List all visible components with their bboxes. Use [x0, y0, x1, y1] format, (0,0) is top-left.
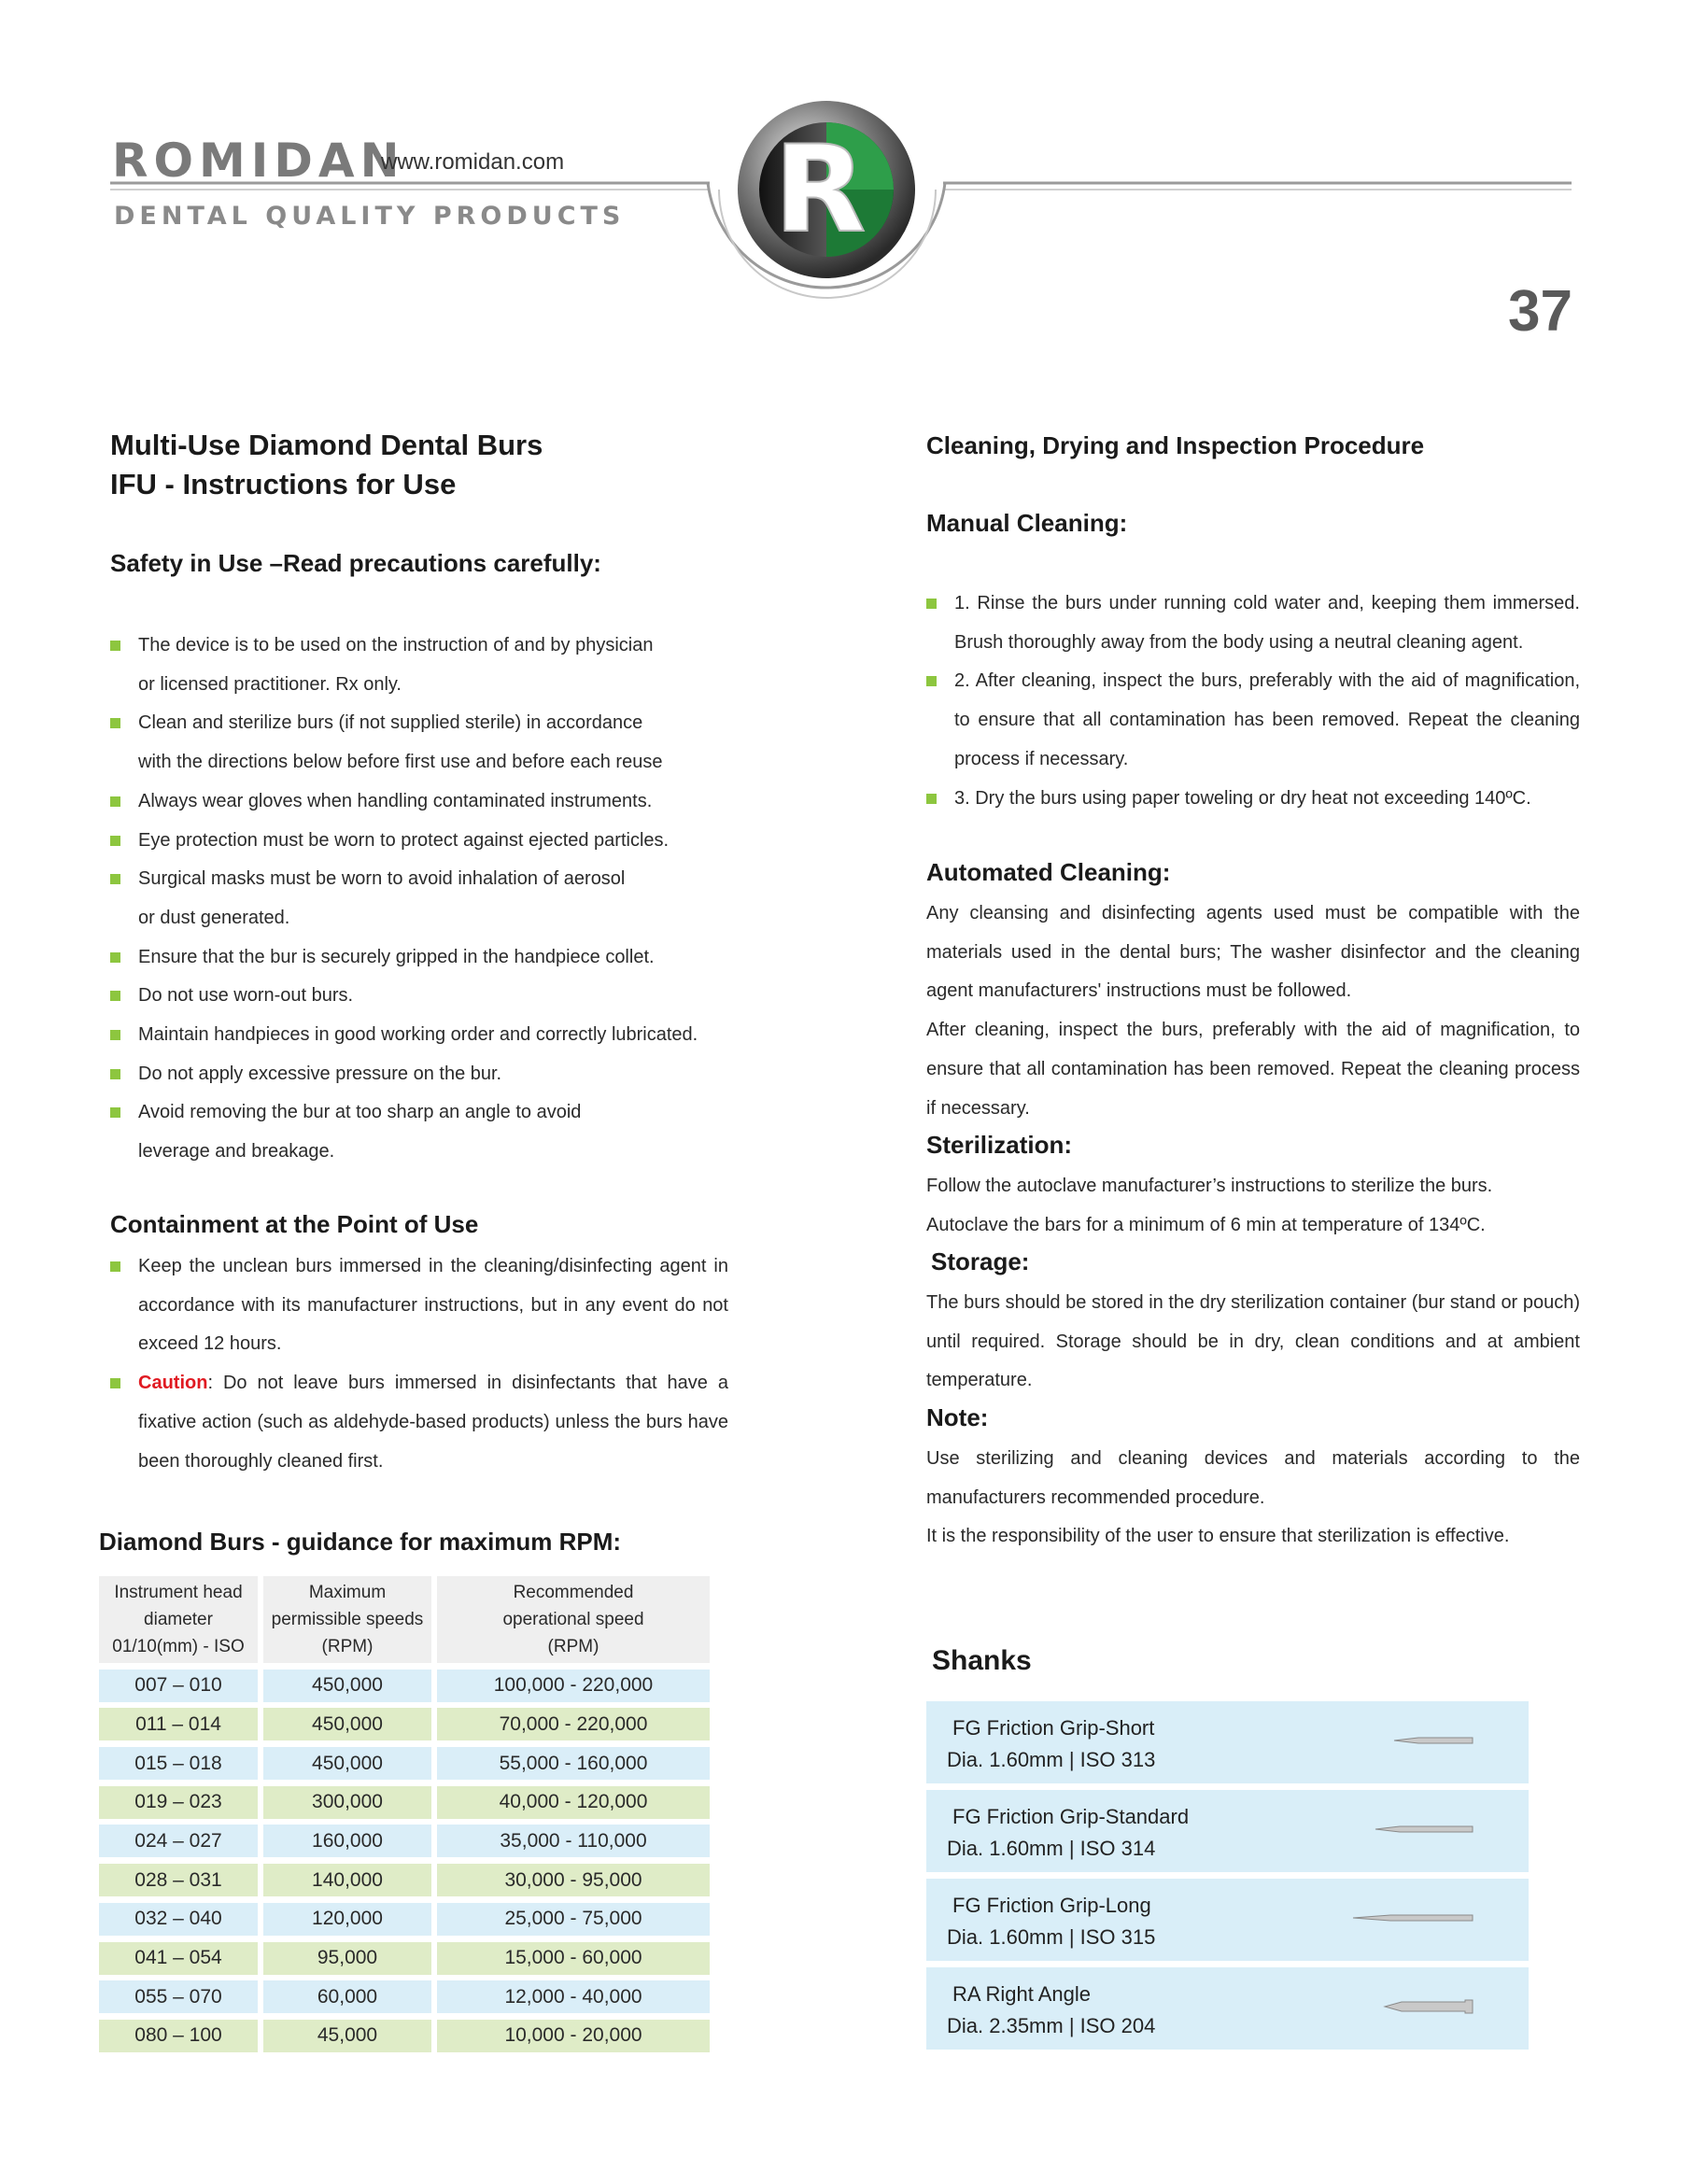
list-item — [110, 1055, 745, 1094]
table-body — [99, 1670, 710, 2052]
brand-tagline: DENTAL QUALITY PRODUCTS — [114, 202, 626, 231]
list-item-line: Clean and sterilize burs (if not supplied sterile) in accordance — [138, 712, 643, 734]
bullet-square-icon — [926, 676, 937, 686]
list-item-line: or dust generated. — [138, 907, 290, 928]
table-cell: 080 – 100 — [99, 2020, 258, 2052]
bullet-square-icon — [110, 991, 120, 1001]
bullet-square-icon — [926, 599, 937, 609]
header-line: 01/10(mm) - ISO — [112, 1637, 245, 1656]
list-item — [110, 822, 745, 861]
list-item — [110, 782, 745, 822]
table-cell: 120,000 — [263, 1903, 431, 1936]
table-row — [99, 1825, 710, 1857]
table-cell: 450,000 — [263, 1747, 431, 1780]
table-header-cell — [437, 1576, 710, 1663]
bullet-square-icon — [110, 718, 120, 728]
shanks-heading: Shanks — [932, 1645, 1032, 1676]
bullet-square-icon — [110, 641, 120, 651]
shank-name: RA Right Angle — [952, 1982, 1091, 2006]
sterilization-line-2: Autoclave the bars for a minimum of 6 min at temperature of 134ºC. — [926, 1214, 1486, 1235]
document-title — [110, 426, 543, 504]
header-line: operational speed — [502, 1610, 644, 1629]
list-item-line: Surgical masks must be worn to avoid inhalation of aerosol — [138, 868, 626, 890]
bullet-square-icon — [110, 1107, 120, 1118]
header-line: Recommended — [513, 1583, 634, 1602]
bullet-square-icon — [110, 952, 120, 963]
table-cell: 041 – 054 — [99, 1942, 258, 1975]
safety-heading: Safety in Use –Read precautions carefully: — [110, 549, 601, 577]
table-cell: 160,000 — [263, 1825, 431, 1857]
table-cell: 028 – 031 — [99, 1864, 258, 1896]
shank-spec: Dia. 1.60mm | ISO 313 — [947, 1748, 1156, 1771]
list-item — [110, 1364, 728, 1481]
list-item-line: Do not apply excessive pressure on the bur. — [138, 1063, 502, 1084]
list-item-line: Eye protection must be worn to protect against ejected particles. — [138, 829, 670, 851]
table-cell: 140,000 — [263, 1864, 431, 1896]
table-row — [99, 1864, 710, 1896]
automated-p2: After cleaning, inspect the burs, preferably with the aid of magnification, to ensure that all contamination has been removed. Repeat the cleaning process if necessary. — [926, 1020, 1580, 1119]
shank-item — [926, 1967, 1529, 2050]
shank-bur-icon — [1392, 1729, 1482, 1752]
list-item-line: The device is to be used on the instruction of and by physician — [138, 635, 654, 655]
list-item — [926, 780, 1580, 819]
table-cell: 60,000 — [263, 1980, 431, 2013]
list-item-line: Do not use worn-out burs. — [138, 985, 354, 1007]
table-header-row — [99, 1576, 710, 1663]
list-item-line: with the directions below before first use and before each reuse — [138, 752, 663, 773]
shank-spec: Dia. 2.35mm | ISO 204 — [947, 2014, 1156, 2037]
table-cell: 40,000 - 120,000 — [437, 1786, 710, 1819]
shank-spec: Dia. 1.60mm | ISO 314 — [947, 1837, 1156, 1860]
containment-text: Keep the unclean burs immersed in the cleaning/disinfecting agent in accordance with its manufacturer instructions, but in any event do not exceed 12 hours. — [138, 1256, 728, 1355]
header-line: diameter — [144, 1610, 213, 1629]
list-item — [110, 860, 745, 937]
table-row — [99, 1903, 710, 1936]
table-row — [99, 1786, 710, 1819]
list-item — [110, 1016, 745, 1055]
list-item-line: Maintain handpieces in good working order and correctly lubricated. — [138, 1024, 698, 1046]
table-cell: 011 – 014 — [99, 1708, 258, 1740]
note-paragraph: Use sterilizing and cleaning devices and materials according to the manufacturers recommended procedure. — [926, 1448, 1580, 1508]
table-cell: 25,000 - 75,000 — [437, 1903, 710, 1936]
header-line: permissible speeds — [271, 1610, 424, 1629]
shanks-list — [926, 1701, 1529, 2056]
containment-heading: Containment at the Point of Use — [110, 1210, 479, 1238]
bullet-square-icon — [926, 794, 937, 804]
table-cell: 015 – 018 — [99, 1747, 258, 1780]
manual-cleaning-heading: Manual Cleaning: — [926, 509, 1128, 537]
list-item — [110, 704, 745, 782]
table-row — [99, 2020, 710, 2052]
brand-name: ROMIDAN — [112, 134, 405, 188]
table-cell: 70,000 - 220,000 — [437, 1708, 710, 1740]
table-cell: 300,000 — [263, 1786, 431, 1819]
page-number: 37 — [1508, 279, 1572, 344]
containment-list — [110, 1247, 728, 1481]
table-cell: 024 – 027 — [99, 1825, 258, 1857]
shank-name: FG Friction Grip-Short — [952, 1716, 1155, 1740]
header-line: Instrument head — [114, 1583, 243, 1602]
table-cell: 55,000 - 160,000 — [437, 1747, 710, 1780]
rpm-heading: Diamond Burs - guidance for maximum RPM: — [99, 1528, 622, 1556]
table-cell: 95,000 — [263, 1942, 431, 1975]
list-item — [110, 938, 745, 978]
table-cell: 100,000 - 220,000 — [437, 1670, 710, 1702]
automated-cleaning-text — [926, 895, 1580, 1128]
storage-heading: Storage: — [931, 1247, 1030, 1275]
list-item-line: Always wear gloves when handling contaminated instruments. — [138, 790, 653, 811]
list-item — [110, 627, 745, 704]
list-item — [110, 1247, 728, 1364]
bullet-square-icon — [110, 1030, 120, 1040]
list-item — [110, 977, 745, 1016]
list-item — [926, 585, 1580, 662]
table-cell: 450,000 — [263, 1708, 431, 1740]
table-cell: 019 – 023 — [99, 1786, 258, 1819]
shank-item — [926, 1790, 1529, 1872]
bullet-square-icon — [110, 796, 120, 807]
table-row — [99, 1747, 710, 1780]
caution-label: Caution — [138, 1373, 208, 1394]
table-row — [99, 1980, 710, 2013]
table-cell: 10,000 - 20,000 — [437, 2020, 710, 2052]
storage-text: The burs should be stored in the dry sterilization container (bur stand or pouch) until required. Storage should be in dry, clean conditions and at ambient temperature. — [926, 1292, 1580, 1391]
header-line: Maximum — [308, 1583, 387, 1602]
table-header-cell — [99, 1576, 258, 1663]
list-item-line: leverage and breakage. — [138, 1141, 335, 1162]
bullet-square-icon — [110, 1261, 120, 1272]
table-cell: 032 – 040 — [99, 1903, 258, 1936]
bullet-square-icon — [110, 1378, 120, 1388]
cleaning-heading: Cleaning, Drying and Inspection Procedure — [926, 431, 1425, 459]
sterilization-heading: Sterilization: — [926, 1131, 1073, 1159]
shank-bur-icon — [1351, 1907, 1482, 1929]
title-line-2: IFU - Instructions for Use — [110, 468, 457, 500]
list-item — [110, 1093, 745, 1171]
bullet-square-icon — [110, 836, 120, 846]
shank-bur-icon — [1374, 1818, 1482, 1840]
table-row — [99, 1670, 710, 1702]
header-line: (RPM) — [321, 1637, 374, 1656]
note-heading: Note: — [926, 1403, 989, 1431]
sterilization-text — [926, 1167, 1580, 1245]
title-line-1: Multi-Use Diamond Dental Burs — [110, 429, 543, 461]
shank-name: FG Friction Grip-Standard — [952, 1805, 1190, 1828]
header-line: (RPM) — [547, 1637, 599, 1656]
table-cell: 30,000 - 95,000 — [437, 1864, 710, 1896]
caution-text: : Do not leave burs immersed in disinfectants that have a fixative action (such as aldehyde-based products) unless the burs have been thoroughly cleaned first. — [138, 1373, 728, 1472]
automated-cleaning-heading: Automated Cleaning: — [926, 858, 1171, 886]
table-header-cell — [263, 1576, 431, 1663]
manual-step-text: 2. After cleaning, inspect the burs, preferably with the aid of magnification, to ensure that all contamination has been removed. Repeat the cleaning process if necessary. — [954, 670, 1580, 769]
manual-step-text: 1. Rinse the burs under running cold water and, keeping them immersed. Brush thoroughly away from the body using a neutral cleaning agent. — [954, 593, 1580, 653]
table-cell: 15,000 - 60,000 — [437, 1942, 710, 1975]
table-cell: 35,000 - 110,000 — [437, 1825, 710, 1857]
manual-cleaning-list — [926, 585, 1580, 818]
shank-item — [926, 1879, 1529, 1961]
list-item-line: Ensure that the bur is securely gripped in the handpiece collet. — [138, 946, 655, 967]
shank-spec: Dia. 1.60mm | ISO 315 — [947, 1925, 1156, 1949]
shank-name: FG Friction Grip-Long — [952, 1894, 1151, 1917]
bullet-square-icon — [110, 1069, 120, 1079]
shank-item — [926, 1701, 1529, 1783]
list-item — [926, 662, 1580, 779]
logo-letter: R — [773, 120, 867, 260]
table-cell: 12,000 - 40,000 — [437, 1980, 710, 2013]
romidan-r-logo — [738, 101, 915, 278]
table-cell: 007 – 010 — [99, 1670, 258, 1702]
sterilization-line-1: Follow the autoclave manufacturer’s instructions to sterilize the burs. — [926, 1176, 1493, 1196]
note-text — [926, 1440, 1580, 1557]
table-row — [99, 1708, 710, 1740]
rpm-table — [99, 1576, 710, 2052]
safety-list — [110, 627, 745, 1172]
list-item-line: or licensed practitioner. Rx only. — [138, 673, 402, 695]
website-url: www.romidan.com — [381, 149, 565, 175]
note-line-3: It is the responsibility of the user to ensure that sterilization is effective. — [926, 1526, 1510, 1547]
table-cell: 45,000 — [263, 2020, 431, 2052]
bullet-square-icon — [110, 874, 120, 884]
automated-p1: Any cleansing and disinfecting agents used must be compatible with the materials used in the dental burs; The washer disinfector and the cleaning agent manufacturers' instructions must be followed. — [926, 903, 1580, 1002]
list-item-line: Avoid removing the bur at too sharp an angle to avoid — [138, 1102, 582, 1123]
shank-bur-icon — [1383, 1995, 1482, 2018]
table-cell: 055 – 070 — [99, 1980, 258, 2013]
manual-step-text: 3. Dry the burs using paper toweling or dry heat not exceeding 140ºC. — [954, 787, 1531, 809]
table-row — [99, 1942, 710, 1975]
table-cell: 450,000 — [263, 1670, 431, 1702]
